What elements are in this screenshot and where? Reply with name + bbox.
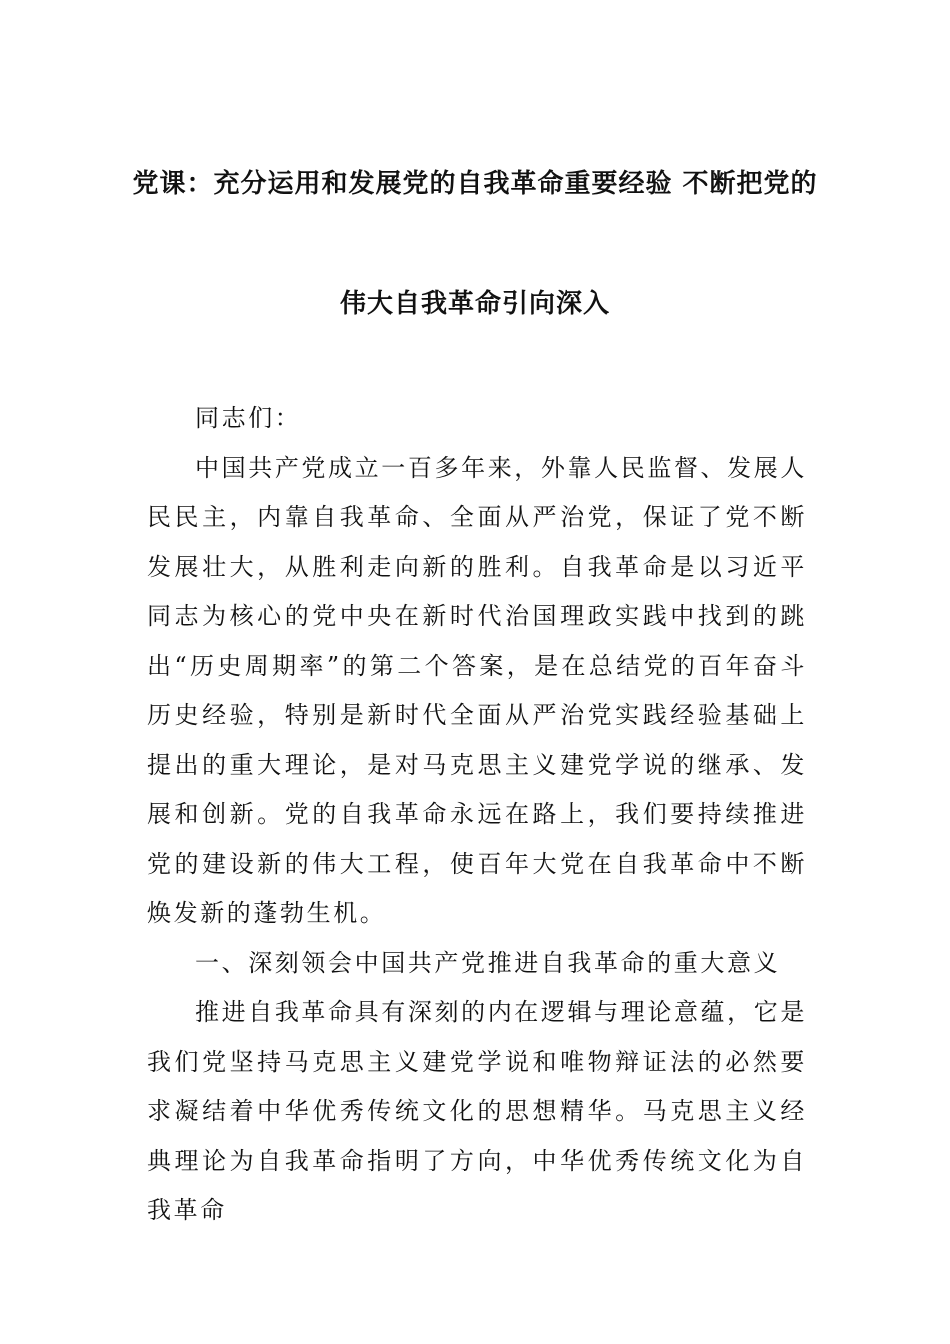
greeting: 同志们： [195, 404, 302, 432]
body-paragraph: 中国共产党成立一百多年来，外靠人民监督、发展人民民主，内靠自我革命、全面从严治党，保证了党不断发展壮大，从胜利走向新的胜利。自我革命是以习近平同志为核心的党中央在新时代治国理政实践中找到的跳出“历史周期率”的第二个答案，是在总结党的百年奋斗历史经验，特别是新时代全面从严治党实践经验基础上提出的重大理论，是对马克思主义建党学说的继承、发展和创新。党的自我革命永远在路上，我们要持续推进党的建设新的伟大工程，使百年大党在自我革命中不断焕发新的蓬勃生机。 [147, 453, 807, 927]
section-heading: 一、深刻领会中国共产党推进自我革命的重大意义 [195, 948, 781, 977]
document-title-line-2: 伟大自我革命引向深入 [339, 289, 610, 319]
document-body [147, 394, 807, 1236]
document-title-line-1: 党课：充分运用和发展党的自我革命重要经验 不断把党的 [132, 169, 818, 199]
body-paragraph: 推进自我革命具有深刻的内在逻辑与理论意蕴，它是我们党坚持马克思主义建党学说和唯物辩证法的必然要求凝结着中华优秀传统文化的思想精华。马克思主义经典理论为自我革命指明了方向，中华优秀传统文化为自我革命 [147, 998, 807, 1224]
